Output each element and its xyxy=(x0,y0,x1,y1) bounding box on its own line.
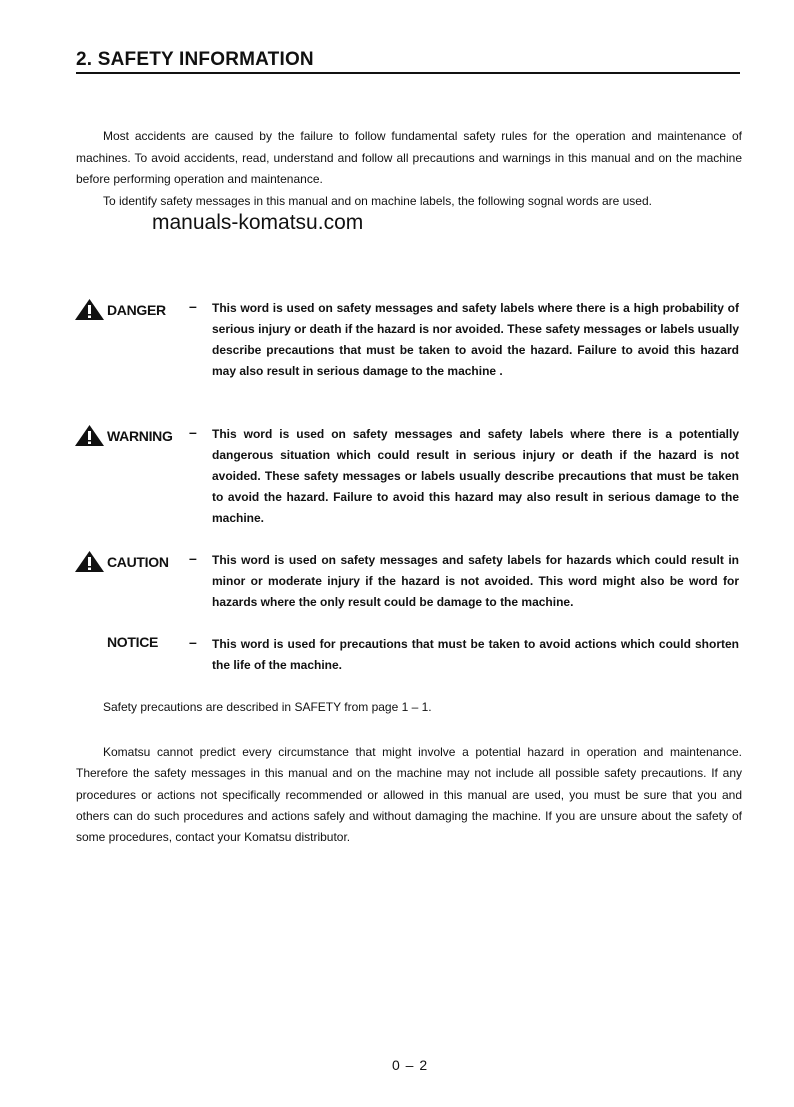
title-underline xyxy=(76,72,740,74)
warning-description: This word is used on safety messages and safety labels where there is a potentially dangerous situation which could result in serious injury or death if the hazard is not avoided. These safety messages or labels usually describe precautions that must be taken to avoid the hazard. Failure to avoid this hazard may also result in serious damage to the machine. xyxy=(212,427,739,525)
intro-paragraph-2: To identify safety messages in this manual and on machine labels, the following sognal words are used. xyxy=(103,193,652,208)
closing-paragraph: Komatsu cannot predict every circumstance that might involve a potential hazard in operation and maintenance. Therefore the safety messages in this manual and on the machine may not include all possible safety precautions. If any procedures or actions not specifically recommended or allowed in this manual are used, you must be sure that you and others can do such procedures and actions safely and without damaging the machine. If you are unsure about the safety of some procedures, contact your Komatsu distributor. xyxy=(76,745,742,845)
warning-triangle-icon xyxy=(74,550,105,573)
safety-reference-text: Safety precautions are described in SAFETY from page 1 – 1. xyxy=(103,700,432,714)
warning-triangle-icon xyxy=(74,424,105,447)
intro-paragraph-1: Most accidents are caused by the failure to follow fundamental safety rules for the operation and maintenance of machines. To avoid accidents, read, understand and follow all precautions and warnings in this manual and on the machine before performing operation and maintenance. xyxy=(76,129,742,186)
warning-dash: – xyxy=(189,424,197,440)
section-title: 2. SAFETY INFORMATION xyxy=(76,49,314,70)
caution-dash: – xyxy=(189,550,197,566)
caution-label xyxy=(74,550,169,573)
warning-triangle-icon xyxy=(74,298,105,321)
danger-label xyxy=(74,298,166,321)
watermark-text: manuals-komatsu.com xyxy=(152,211,364,234)
notice-label xyxy=(107,634,158,650)
notice-label-text: NOTICE xyxy=(107,634,159,650)
notice-dash: – xyxy=(189,634,197,650)
warning-label-text: WARNING xyxy=(107,427,173,444)
caution-description: This word is used on safety messages and safety labels for hazards which could result in minor or moderate injury if the hazard is not avoided. This word might also be word for hazards where the only result could be damage to the machine. xyxy=(212,553,739,609)
page-number: 0 – 2 xyxy=(392,1057,429,1073)
danger-description: This word is used on safety messages and safety labels where there is a high probability of serious injury or death if the hazard is nor avoided. These safety messages or labels usually describe precautions that must be taken to avoid the hazard. Failure to avoid this hazard may also result in serious damage to the machine . xyxy=(212,301,739,378)
danger-dash: – xyxy=(189,298,197,314)
warning-label xyxy=(74,424,173,447)
intro-text xyxy=(76,126,742,212)
caution-label-text: CAUTION xyxy=(107,553,169,570)
danger-label-text: DANGER xyxy=(107,301,166,318)
notice-description: This word is used for precautions that must be taken to avoid actions which could shorten the life of the machine. xyxy=(212,637,739,672)
